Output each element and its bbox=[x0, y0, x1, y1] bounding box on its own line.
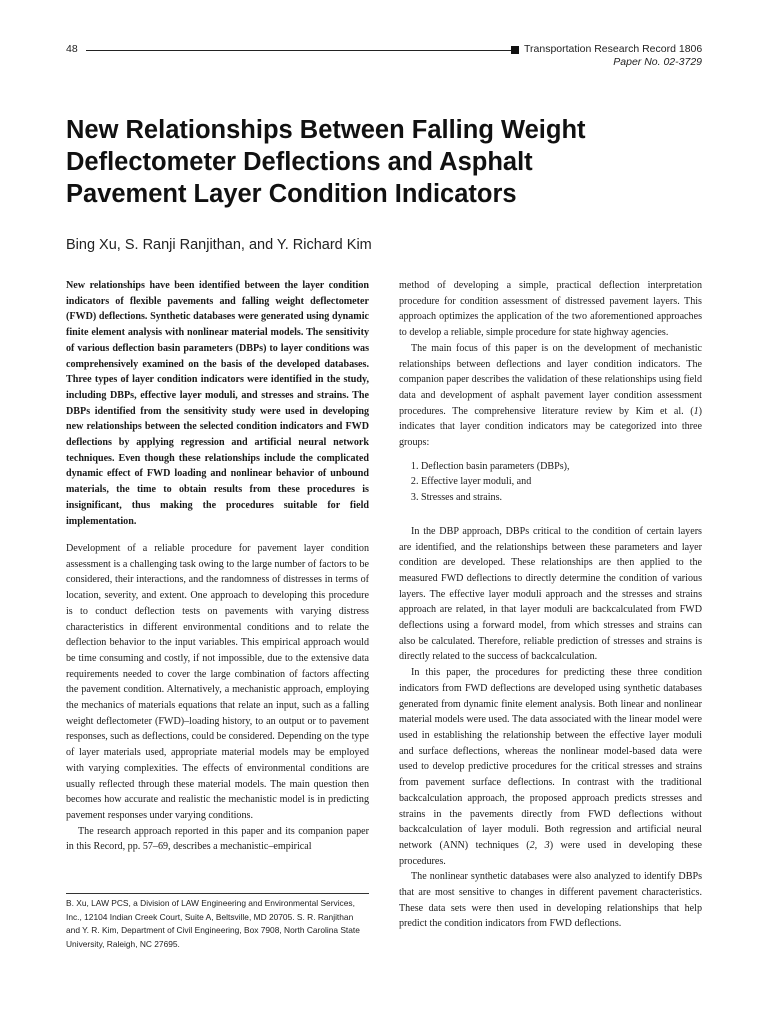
left-column-body bbox=[66, 541, 369, 855]
title-line: New Relationships Between Falling Weight bbox=[66, 116, 586, 144]
body-paragraph: The research approach reported in this paper and its companion paper in this Record, pp. 57–69, describes a mechanistic–empirical bbox=[66, 825, 369, 853]
author-list: Bing Xu, S. Ranji Ranjithan, and Y. Richard Kim bbox=[66, 237, 372, 253]
condition-indicator-list bbox=[399, 459, 702, 506]
header-rule bbox=[86, 50, 511, 51]
body-paragraph: In the DBP approach, DBPs critical to the condition of certain layers are identified, and the relationships between these parameters and layer condition are developed. These relationships are then applied to the measured FWD deflections to directly determine the condition of various layers. The effective layer moduli approach and the stresses and strains approach are related, in that layer moduli are backcalculated from FWD deflections using a forward model, from which stresses and strains can also be calculated. Therefore, reliable prediction of stresses and strains is directly related to the success of backcalculation. bbox=[399, 525, 702, 663]
author-affiliation-footnote: B. Xu, LAW PCS, a Division of LAW Engineering and Environmental Services, Inc., 12104 Indian Creek Court, Suite A, Beltsville, MD 20705. S. R. Ranjithan and Y. R. Kim, Department of Civil Engineering, Box 7908, North Carolina State University, Raleigh, NC 27695. bbox=[66, 898, 360, 949]
title-line: Deflectometer Deflections and Asphalt bbox=[66, 148, 533, 176]
citation-reference: 2, 3 bbox=[529, 839, 550, 851]
header-square-marker bbox=[511, 46, 519, 54]
body-paragraph: The nonlinear synthetic databases were also analyzed to identify DBPs that are most sensitive to changes in different pavement characteristics. These data sets were then used in developing relationships that help predict the condition indicators from FWD deflections. bbox=[399, 871, 702, 930]
body-paragraph: Development of a reliable procedure for pavement layer condition assessment is a challenging task owing to the large number of factors to be considered, their interactions, and the randomness of distresses in terms of location, severity, and extent. One approach to developing this procedure is to conduct deflection tests on pavements with varying distress characteristics in different environmental conditions and to relate the deflection behavior to the input variables. This empirical approach would be time consuming and costly, if not impossible, due to the extensive data requirements needed to cover the large combination of factors affecting the pavement condition. Alternatively, a mechanistic approach, employing the mechanics of materials equations that relate an input, such as a falling weight deflectometer (FWD)–loading history, to an output or to pavement responses, such as deflections, could be considered. Depending on the type of layer materials used, appropriate material models may be employed with varying complexities. The effects of environmental conditions are usually reflected through these material models. The main question then becomes how accurate and realistic the mechanistic model is in predicting pavement responses under varying conditions. bbox=[66, 543, 370, 821]
footnote-rule bbox=[66, 893, 369, 894]
abstract: New relationships have been identified between the layer condition indicators of flexible pavements and falling weight deflectometer (FWD) deflections. Synthetic databases were generated using dynamic finite element analysis with nonlinear material models. The sensitivity of various deflection basin parameters (DBPs) to layer conditions was comprehensively examined on the basis of the developed databases. Three types of layer condition indicators were identified in the study, including DBPs, effective layer moduli, and stresses and strains. The DBPs identified from the sensitivity study were used in developing new relationships between the selected condition indicators and FWD deflections by applying regression and artificial neural network techniques. Even though these relationships include the complicated dynamic effect of FWD loading and nonlinear behavior of unbound materials, the time to obtain results from these procedures is insignificant, thus making the procedures suitable for field implementation. bbox=[66, 280, 369, 527]
list-item: 2. Effective layer moduli, and bbox=[421, 474, 702, 490]
list-item: 3. Stresses and strains. bbox=[421, 490, 702, 506]
page-number: 48 bbox=[66, 43, 78, 55]
paragraph-text: In this paper, the procedures for predicting these three condition indicators from FWD deflections are developed using synthetic databases generated from dynamic finite element analysis. Both linear and nonlinear material models were used. The data associated with the linear model were used in establishing the relationship between the effective layer moduli and surface deflections, whereas the nonlinear model-based data were used to develop predictive procedures for the critical stresses and strains from pavement surface deflections. In contrast with the traditional backcalculation approach, the proposed approach predicts stresses and strains in the pavements directly from FWD deflections without backcalculation of layer moduli. Both regression and artificial neural network (ANN) techniques ( bbox=[399, 667, 702, 851]
body-paragraph: method of developing a simple, practical deflection interpretation procedure for condition assessment of distressed pavement layers. This approach optimizes the application of the two aforementioned approaches to develop a reliable, simple procedure for state highway agencies. bbox=[399, 280, 702, 339]
right-column-body bbox=[399, 278, 702, 932]
body-paragraph bbox=[399, 341, 702, 451]
paper-number: Paper No. 02-3729 bbox=[613, 56, 702, 68]
paragraph-text: ) indicates that layer condition indicators may be categorized into three groups: bbox=[399, 405, 702, 449]
journal-name: Transportation Research Record 1806 bbox=[524, 43, 703, 55]
paper-title bbox=[66, 114, 716, 210]
citation-reference: 1 bbox=[693, 405, 699, 417]
body-paragraph bbox=[399, 665, 702, 869]
paragraph-text: The main focus of this paper is on the development of mechanistic relationships between deflections and layer condition indicators. The companion paper describes the validation of these relationships using field data and development of asphalt pavement layer condition assessment procedures. The comprehensive literature review by Kim et al. ( bbox=[399, 342, 702, 417]
list-item: 1. Deflection basin parameters (DBPs), bbox=[421, 459, 702, 475]
title-line: Pavement Layer Condition Indicators bbox=[66, 180, 517, 208]
paragraph-text: ) were used in developing these procedures. bbox=[399, 839, 702, 867]
